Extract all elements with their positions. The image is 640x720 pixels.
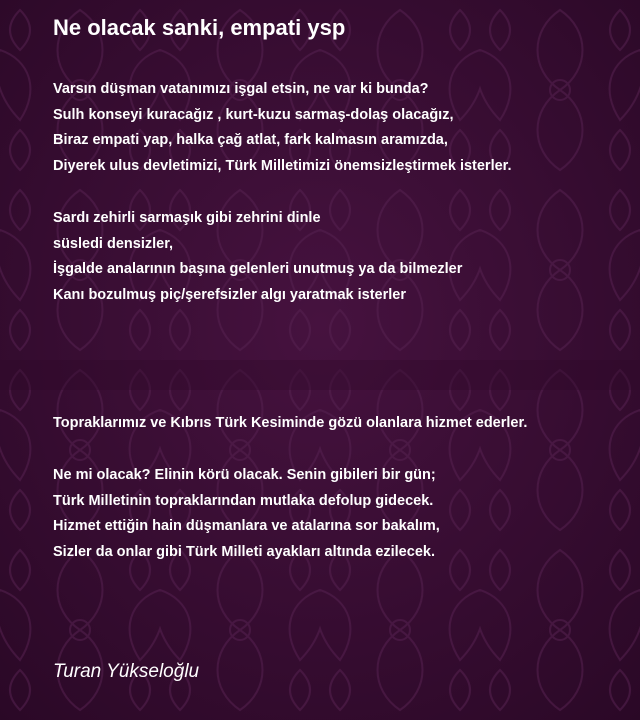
poem-title: Ne olacak sanki, empati ysp <box>53 15 346 40</box>
stanza-3 <box>53 411 527 437</box>
stanza-2 <box>53 206 462 308</box>
stanza-1 <box>53 77 512 179</box>
poem-line: Kanı bozulmuş piç/şerefsizler algı yaratmak isterler <box>53 286 406 303</box>
poem-line: Hizmet ettiğin hain düşmanlara ve atalarına sor bakalım, <box>53 518 440 534</box>
stanza-4 <box>53 463 440 565</box>
poem-line: Topraklarımız ve Kıbrıs Türk Kesiminde gözü olanlara hizmet ederler. <box>53 415 528 431</box>
poem-line: Sulh konseyi kuracağız , kurt-kuzu sarmaş-dolaş olacağız, <box>53 106 454 123</box>
poem-line: Biraz empati yap, halka çağ atlat, fark kalmasın aramızda, <box>53 132 448 148</box>
poem-author: Turan Yükseloğlu <box>53 661 200 682</box>
poem-line: Türk Milletinin topraklarından mutlaka defolup gidecek. <box>53 492 434 509</box>
poem-line: Sardı zehirli sarmaşık gibi zehrini dinle <box>53 210 321 226</box>
poem-line: İşgalde analarının başına gelenleri unutmuş ya da bilmezler <box>53 261 463 277</box>
poem-line: süsledi densizler, <box>53 235 174 252</box>
poem-line: Ne mi olacak? Elinin körü olacak. Senin gibileri bir gün; <box>53 467 436 483</box>
poem-line: Varsın düşman vatanımızı işgal etsin, ne var ki bunda? <box>53 81 429 97</box>
poem-line: Diyerek ulus devletimizi, Türk Milletimizi önemsizleştirmek isterler. <box>53 157 512 174</box>
poem-line: Sizler da onlar gibi Türk Milleti ayakları altında ezilecek. <box>53 543 435 560</box>
